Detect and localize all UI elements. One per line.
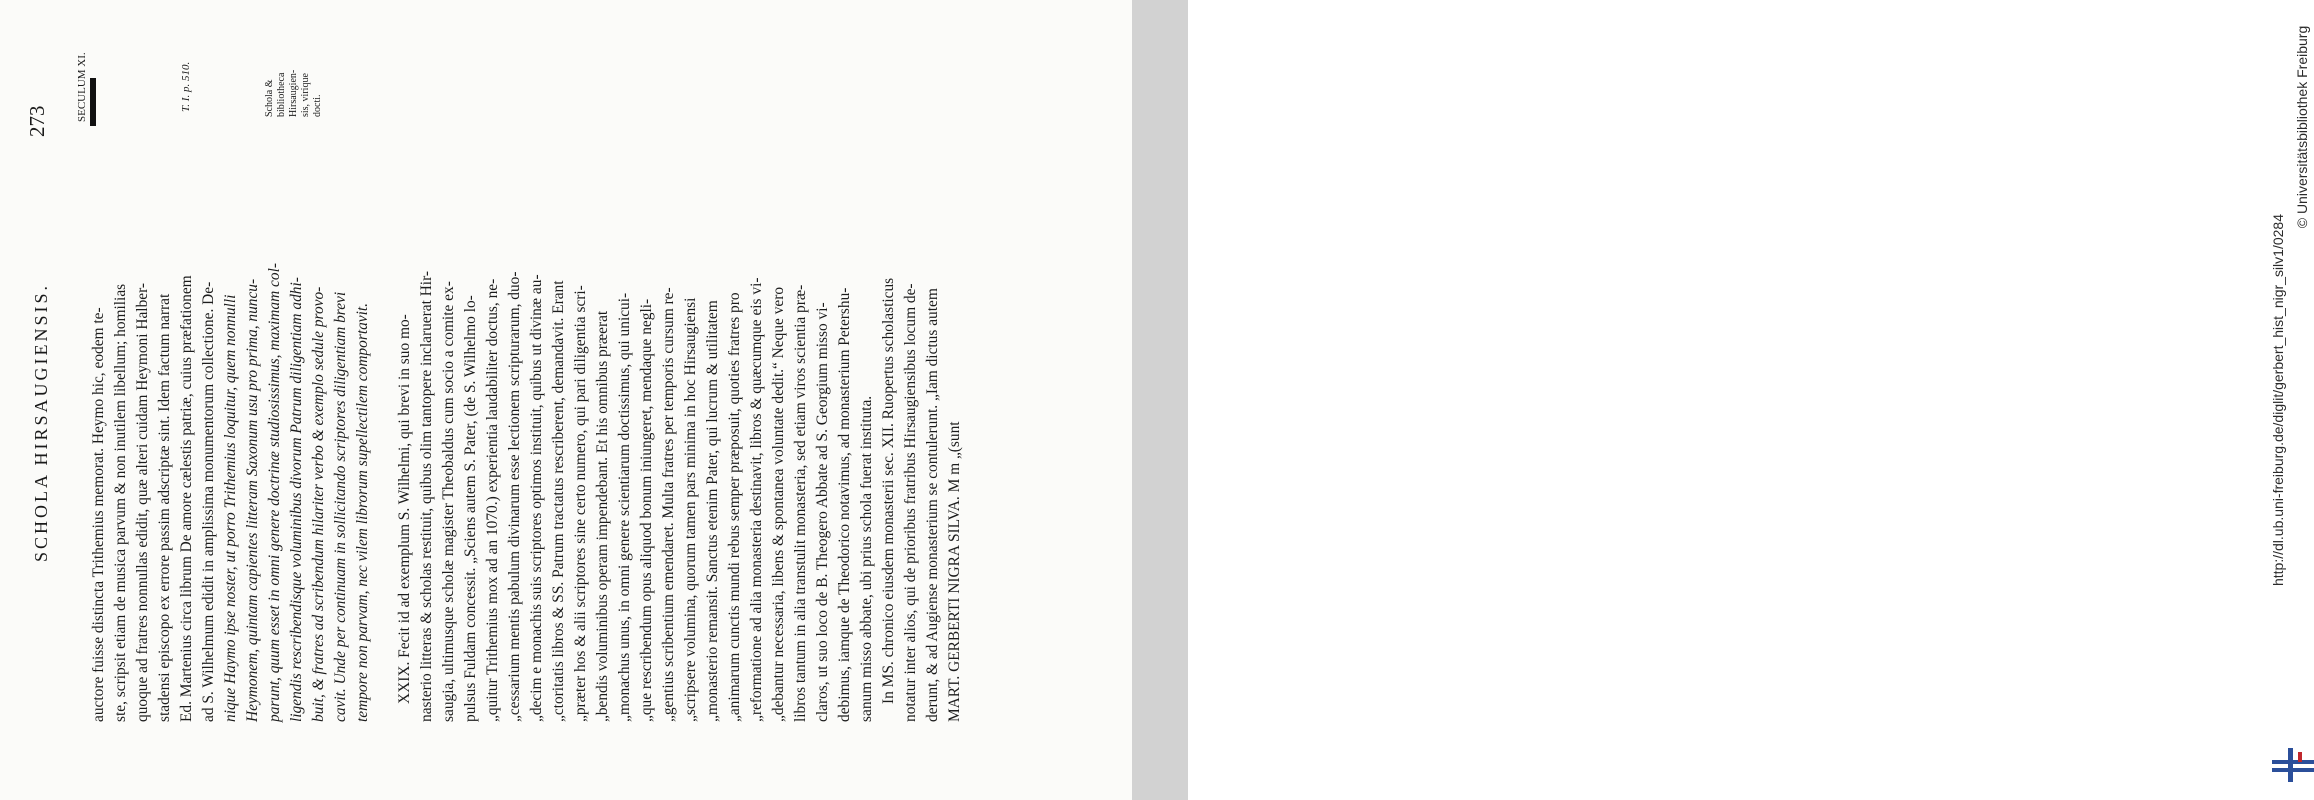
text-line: „præter hos & alii scriptores sine certo numero, qui pari diligentia scri- — [572, 285, 589, 722]
text-line: „decim e monachis suis scriptores optimos instituit, quibus ut divinæ au- — [528, 274, 545, 722]
text-line: parunt, quum esset in omni genere doctrinæ studiosissimus, maximam col- — [266, 263, 283, 722]
page-header — [25, 82, 65, 722]
text-line: „ctoritatis libros & SS. Patrum tractatus rescriberent, demandavit. Erant — [550, 280, 567, 722]
text-line: saugia, ultimusque scholæ magister Theobaldus cum socio a comite ex- — [440, 281, 457, 722]
text-line: ad S. Wilhelmum edidit in amplissima monumentorum collectione. De- — [200, 281, 217, 722]
text-line: ligendis rescribendisque voluminibus divorum Patrum diligentiam adhi- — [288, 277, 305, 722]
text-line: quoque ad fratres nonnullas edidit, quæ alteri cuidam Heymoni Halber- — [134, 282, 151, 722]
text-line: ste, scripsit etiam de musica parvum & non inutilem libellum; homilias — [112, 283, 129, 722]
text-line: „quitur Trithemius mox ad an 1070.) experientia laudabiliter doctus, ne- — [484, 278, 501, 722]
text-line: tempore non parvam, nec vilem librorum supellectilem comportavit. — [354, 302, 371, 722]
text-line: „animarum cunctis mundi rebus semper præposuit, quoties fratres pro — [726, 292, 743, 722]
text-line: Ed. Martenius circa librum De amore cælestis patriæ, cuius præfationem — [178, 275, 195, 722]
text-line: auctore fuisse distincta Trithemius memorat. Heymo hic, eodem te- — [90, 307, 107, 722]
paragraph-gap — [374, 22, 394, 722]
text-line: cavit. Unde per continuam in sollicitando scriptores diligentiam brevi — [332, 291, 349, 722]
copyright-notice: © Universitätsbibliothek Freiburg — [2294, 25, 2310, 229]
text-line: „debantur necessaria, libens & spontanea voluntate dedit.“ Neque vero — [770, 286, 787, 722]
text-line: nique Haymo ipse noster, ut porro Trithemius loquitur, quem nonnulli — [222, 294, 239, 722]
text-line: buit, & fratres ad scribendum hilariter verbo & exemplo sedule provo- — [310, 286, 327, 722]
text-line: „cessarium mentis pabulum divinarum esse lectionem scripturarum, duo- — [506, 271, 523, 722]
margin-note-reference: T. I. p. 510. — [180, 61, 192, 112]
rotated-page-content — [0, 0, 1132, 800]
text-line: sanum misso abbate, ubi prius schola fuerat instituta. — [858, 395, 875, 722]
text-line: „monachus unus, in omni genere scientiarum doctissimus, qui unicui- — [616, 292, 633, 722]
text-line: „reformatione ad alia monasteria destinavit, libros & quæcumque eis vi- — [748, 277, 765, 722]
text-line: „bendis voluminibus operam impendebant. Et his omnibus præerat — [594, 310, 611, 722]
text-line: stadensi episcopo ex errore passim adscriptæ sint. Idem factum narrat — [156, 293, 173, 722]
signature-line: MART. GERBERTI NIGRA SILVA. M m „(sunt — [946, 421, 963, 722]
text-line: In MS. chronico eiusdem monasterii sec. XII. Ruopertus scholasticus — [880, 277, 897, 704]
text-line: nasterio litteras & scholas restituit, quibus olim tantopere inclaruerat Hir- — [418, 270, 435, 722]
page-number: 273 — [25, 105, 49, 137]
text-line: libros tantum in alia transtulit monasteria, sed etiam viros scientia præ- — [792, 284, 809, 722]
text-line: „gentius scribentium emendaret. Multa fratres per temporis cursum re- — [660, 287, 677, 722]
text-line: notatur inter alios, qui de prioribus fratribus Hirsaugiensibus locum de- — [902, 283, 919, 722]
text-line: XXIX. Fecit id ad exemplum S. Wilhelmi, qui brevi in suo mo- — [396, 314, 413, 704]
source-url[interactable]: http://dl.ub.uni-freiburg.de/diglit/gerbert_hist_nigr_silv1/0284 — [2270, 214, 2286, 587]
text-line: claros, ut suo loco de B. Theogero Abbate ad S. Georgium misso vi- — [814, 302, 831, 722]
library-logo-icon — [2272, 748, 2314, 782]
viewer-sidebar — [1132, 0, 2310, 800]
scanned-page — [0, 0, 1132, 800]
text-line: „monasterio remansit. Sanctus etenim Pater, qui lucrum & utilitatem — [704, 300, 721, 722]
text-line: debimus, iamque de Theodorico notavimus, ad monasterium Petershu- — [836, 287, 853, 722]
body-text — [88, 22, 966, 722]
text-line: pulsus Fuldam concessit. „Sciens autem S. Pater, (de S. Wilhelmo lo- — [462, 295, 479, 722]
margin-note-schola: Schola & bibliotheca Hirsaugien- sis, virique docti. — [264, 69, 323, 117]
text-line: „scripsere volumina, quorum tamen pars minima in hoc Hirsaugiensi — [682, 297, 699, 722]
text-line: derunt, & ad Augiense monasterium se contulerunt. „Iam dictus autem — [924, 288, 941, 722]
text-line: Heymonem, quintam capientes litteram Saxonum usu pro prima, nuncu- — [244, 278, 261, 722]
margin-note-seculum: SECULUM XI. — [76, 52, 88, 122]
running-title: SCHOLA HIRSAUGIENSIS. — [31, 282, 51, 562]
text-line: „que rescribendum opus aliquod bonum iniungeret, mendaque negli- — [638, 298, 655, 722]
